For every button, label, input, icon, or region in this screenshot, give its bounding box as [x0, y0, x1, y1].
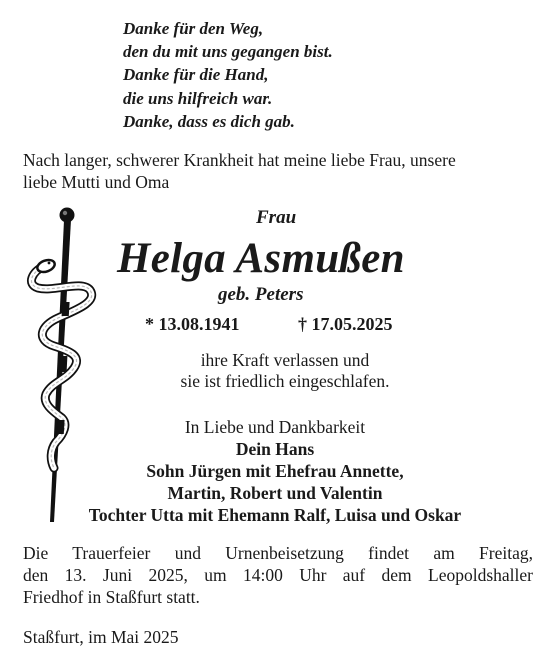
place-and-date: Staßfurt, im Mai 2025: [23, 627, 179, 647]
poem-line: den du mit uns gegangen bist.: [123, 42, 333, 62]
intro-line: liebe Mutti und Oma: [23, 172, 170, 192]
intro-text: [23, 149, 533, 193]
family-member: Dein Hans: [235, 439, 315, 459]
family-member: Sohn Jürgen mit Ehefrau Annette,: [146, 461, 404, 481]
family-member: Martin, Robert und Valentin: [167, 483, 383, 503]
signoff: [40, 416, 510, 526]
death-date: † 17.05.2025: [298, 314, 393, 334]
birth-date: * 13.08.1941: [145, 314, 240, 334]
poem-line: die uns hilfreich war.: [123, 88, 273, 108]
poem-line: Danke für die Hand,: [123, 65, 269, 85]
intro-line: Nach langer, schwerer Krankheit hat meine liebe Frau, unsere: [23, 150, 456, 170]
family-member: Tochter Utta mit Ehemann Ralf, Luisa und Oskar: [88, 505, 462, 525]
poem-line: Danke für den Weg,: [123, 19, 264, 38]
message-line: ihre Kraft verlassen und: [200, 350, 370, 370]
funeral-line: Die Trauerfeier und Urnenbeisetzung findet am Freitag,: [23, 543, 533, 563]
signoff-intro: In Liebe und Dankbarkeit: [184, 417, 366, 437]
poem-line: Danke, dass es dich gab.: [123, 111, 295, 131]
message-line: sie ist friedlich eingeschlafen.: [180, 371, 390, 391]
message: [140, 350, 430, 392]
poem: [123, 17, 333, 133]
salutation-text: Frau: [256, 207, 297, 228]
deceased-name: Helga Asmußen: [117, 235, 405, 282]
funeral-line: den 13. Juni 2025, um 14:00 Uhr auf dem Leopoldshaller: [23, 565, 533, 585]
funeral-line: Friedhof in Staßfurt statt.: [23, 587, 200, 607]
funeral-details: [23, 542, 533, 608]
birth-name: geb. Peters: [218, 284, 304, 305]
